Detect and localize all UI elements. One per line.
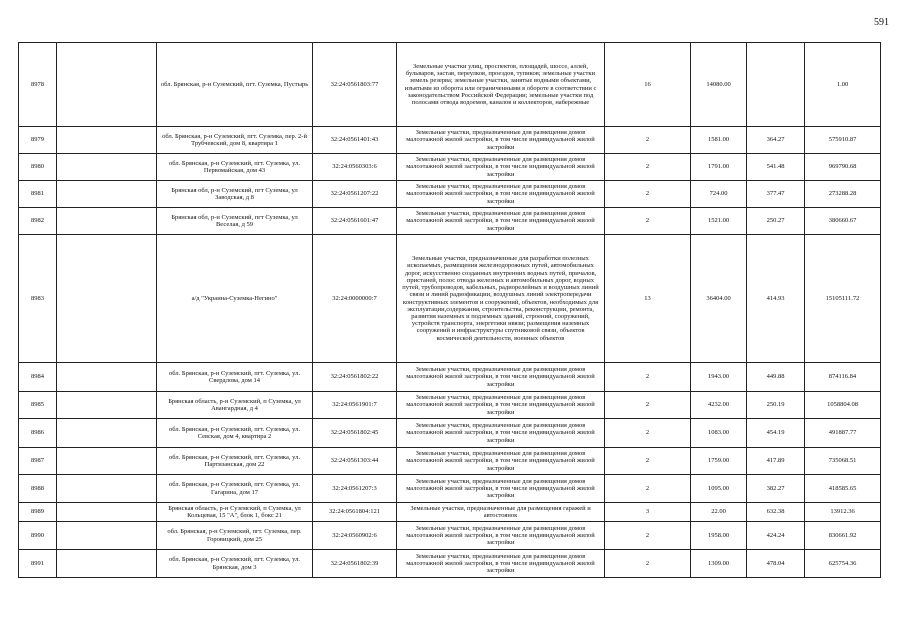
category-cell: 2 xyxy=(605,419,691,448)
cadastral-number-cell: 32:24:0561802:22 xyxy=(313,363,397,392)
address-cell: обл. Брянская, р-н Суземский, пгт. Суземка, пер. 2-й Трубчевский, дом 8, квартира 1 xyxy=(157,127,313,154)
empty-cell xyxy=(57,181,157,208)
table-row xyxy=(19,154,881,181)
cadastral-number-cell: 32:24:0561401:43 xyxy=(313,127,397,154)
row-number: 8988 xyxy=(19,475,57,503)
cadastral-number-cell: 32:24:0561901:7 xyxy=(313,392,397,419)
address-cell: а/д "Украина-Суземка-Негино" xyxy=(157,235,313,363)
land-use-description-cell: Земельные участки, предназначенные для размещения домов малоэтажной жилой застройки, в том числе индивидуальной жилой застройки xyxy=(397,392,605,419)
area-cell: 22.00 xyxy=(691,503,747,522)
category-cell: 3 xyxy=(605,503,691,522)
cadastral-value-cell: 13912.36 xyxy=(805,503,881,522)
land-use-description-cell: Земельные участки, предназначенные для размещения домов малоэтажной жилой застройки, в том числе индивидуальной жилой застройки xyxy=(397,208,605,235)
row-number: 8985 xyxy=(19,392,57,419)
empty-cell xyxy=(57,43,157,127)
land-use-description-cell: Земельные участки, предназначенные для размещения домов малоэтажной жилой застройки, в том числе индивидуальной жилой застройки xyxy=(397,181,605,208)
row-number: 8982 xyxy=(19,208,57,235)
empty-cell xyxy=(57,127,157,154)
category-cell: 2 xyxy=(605,475,691,503)
land-registry-table xyxy=(18,42,881,578)
empty-cell xyxy=(57,419,157,448)
cadastral-number-cell: 32:24:0561802:45 xyxy=(313,419,397,448)
land-use-description-cell: Земельные участки, предназначенные для размещения домов малоэтажной жилой застройки, в том числе индивидуальной жилой застройки xyxy=(397,522,605,550)
empty-cell xyxy=(57,475,157,503)
empty-cell xyxy=(57,392,157,419)
land-use-description-cell: Земельные участки, предназначенные для размещения гаражей и автостоянок xyxy=(397,503,605,522)
price-per-unit-cell: 541.48 xyxy=(747,154,805,181)
row-number: 8989 xyxy=(19,503,57,522)
address-cell: обл. Брянская, р-н Суземский, пгт. Суземка, ул. Свердлова, дом 14 xyxy=(157,363,313,392)
empty-cell xyxy=(57,208,157,235)
table-row xyxy=(19,43,881,127)
land-use-description-cell: Земельные участки, предназначенные для размещения домов малоэтажной жилой застройки, в том числе индивидуальной жилой застройки xyxy=(397,448,605,475)
row-number: 8978 xyxy=(19,43,57,127)
area-cell: 1581.00 xyxy=(691,127,747,154)
cadastral-number-cell: 32:24:0560303:6 xyxy=(313,154,397,181)
category-cell: 2 xyxy=(605,363,691,392)
table-row xyxy=(19,550,881,578)
category-cell: 2 xyxy=(605,208,691,235)
address-cell: Брянская область, р-н Суземский, п Суземка, ул Авангардная, д 4 xyxy=(157,392,313,419)
cadastral-value-cell: 1.00 xyxy=(805,43,881,127)
address-cell: обл. Брянская, р-н Суземский, пгт. Суземка, ул. Севская, дом 4, квартира 2 xyxy=(157,419,313,448)
cadastral-number-cell: 32:24:0561303:44 xyxy=(313,448,397,475)
category-cell: 2 xyxy=(605,522,691,550)
cadastral-value-cell: 830661.92 xyxy=(805,522,881,550)
empty-cell xyxy=(57,550,157,578)
cadastral-value-cell: 969790.68 xyxy=(805,154,881,181)
cadastral-number-cell: 32:24:0561207:22 xyxy=(313,181,397,208)
cadastral-number-cell: 32:24:0560902:6 xyxy=(313,522,397,550)
cadastral-number-cell: 32:24:0561601:47 xyxy=(313,208,397,235)
empty-cell xyxy=(57,522,157,550)
category-cell: 13 xyxy=(605,235,691,363)
category-cell: 2 xyxy=(605,181,691,208)
table-row xyxy=(19,503,881,522)
empty-cell xyxy=(57,154,157,181)
category-cell: 2 xyxy=(605,448,691,475)
category-cell: 16 xyxy=(605,43,691,127)
address-cell: Брянская обл, р-н Суземский, пгт Суземка, ул Заводская, д 8 xyxy=(157,181,313,208)
land-use-description-cell: Земельные участки, предназначенные для размещения домов малоэтажной жилой застройки, в том числе индивидуальной жилой застройки xyxy=(397,154,605,181)
row-number: 8983 xyxy=(19,235,57,363)
cadastral-number-cell: 32:24:0561802:39 xyxy=(313,550,397,578)
row-number: 8991 xyxy=(19,550,57,578)
table-row xyxy=(19,208,881,235)
category-cell: 2 xyxy=(605,550,691,578)
area-cell: 1083.00 xyxy=(691,419,747,448)
land-use-description-cell: Земельные участки, предназначенные для размещения домов малоэтажной жилой застройки, в том числе индивидуальной жилой застройки xyxy=(397,550,605,578)
cadastral-number-cell: 32:24:0561803:77 xyxy=(313,43,397,127)
page-number: 591 xyxy=(874,17,889,28)
table-body xyxy=(19,43,881,578)
area-cell: 1759.00 xyxy=(691,448,747,475)
price-per-unit-cell: 454.19 xyxy=(747,419,805,448)
cadastral-value-cell: 273288.28 xyxy=(805,181,881,208)
row-number: 8980 xyxy=(19,154,57,181)
price-per-unit-cell: 424.24 xyxy=(747,522,805,550)
cadastral-value-cell: 418585.65 xyxy=(805,475,881,503)
address-cell: обл. Брянская, р-н Суземский, пгт. Суземка, ул. Партизанская, дом 22 xyxy=(157,448,313,475)
category-cell: 2 xyxy=(605,154,691,181)
cadastral-value-cell: 735068.51 xyxy=(805,448,881,475)
area-cell: 1095.00 xyxy=(691,475,747,503)
table-row xyxy=(19,522,881,550)
area-cell: 1521.00 xyxy=(691,208,747,235)
land-use-description-cell: Земельные участки, предназначенные для размещения домов малоэтажной жилой застройки, в том числе индивидуальной жилой застройки xyxy=(397,475,605,503)
area-cell: 724.00 xyxy=(691,181,747,208)
area-cell: 4232.00 xyxy=(691,392,747,419)
area-cell: 1309.00 xyxy=(691,550,747,578)
table-row xyxy=(19,235,881,363)
table-row xyxy=(19,448,881,475)
table-row xyxy=(19,127,881,154)
address-cell: обл. Брянская, р-н Суземский, пгт. Суземка, пер. Горовицкий, дом 25 xyxy=(157,522,313,550)
cadastral-number-cell: 32:24:0561804:121 xyxy=(313,503,397,522)
cadastral-value-cell: 15105111.72 xyxy=(805,235,881,363)
empty-cell xyxy=(57,503,157,522)
cadastral-number-cell: 32:24:0561207:3 xyxy=(313,475,397,503)
address-cell: обл. Брянская, р-н Суземский, пгт. Суземка, Пустырь xyxy=(157,43,313,127)
category-cell: 2 xyxy=(605,392,691,419)
table-row xyxy=(19,181,881,208)
address-cell: обл. Брянская, р-н Суземский, пгт. Суземка, ул. Гагарина, дом 17 xyxy=(157,475,313,503)
price-per-unit-cell: 632.38 xyxy=(747,503,805,522)
row-number: 8979 xyxy=(19,127,57,154)
table-row xyxy=(19,392,881,419)
price-per-unit-cell: 364.27 xyxy=(747,127,805,154)
price-per-unit-cell: 449.88 xyxy=(747,363,805,392)
price-per-unit-cell: 414.93 xyxy=(747,235,805,363)
cadastral-value-cell: 625754.36 xyxy=(805,550,881,578)
cadastral-value-cell: 380660.67 xyxy=(805,208,881,235)
area-cell: 36404.00 xyxy=(691,235,747,363)
row-number: 8987 xyxy=(19,448,57,475)
cadastral-value-cell: 491887.77 xyxy=(805,419,881,448)
table-row xyxy=(19,475,881,503)
table-row xyxy=(19,363,881,392)
category-cell: 2 xyxy=(605,127,691,154)
price-per-unit-cell: 417.89 xyxy=(747,448,805,475)
row-number: 8984 xyxy=(19,363,57,392)
land-use-description-cell: Земельные участки, предназначенные для размещения домов малоэтажной жилой застройки, в том числе индивидуальной жилой застройки xyxy=(397,419,605,448)
table-row xyxy=(19,419,881,448)
price-per-unit-cell: 250.19 xyxy=(747,392,805,419)
area-cell: 1791.00 xyxy=(691,154,747,181)
price-per-unit-cell: 382.27 xyxy=(747,475,805,503)
cadastral-value-cell: 1058804.08 xyxy=(805,392,881,419)
area-cell: 1943.00 xyxy=(691,363,747,392)
land-use-description-cell: Земельные участки улиц, проспектов, площадей, шоссе, аллей, бульваров, застав, переулков, проездов, тупиков; земельные участки земель резерва; земельные участки, занятые водными объектами, изъятыми из оборота или ограниченными в обороте в соответствии с законодательством Российской Федерации; земельные участки под полосами отвода водоемов, каналов и коллекторов, набережные xyxy=(397,43,605,127)
price-per-unit-cell: 377.47 xyxy=(747,181,805,208)
address-cell: обл. Брянская, р-н Суземский, пгт. Суземка, ул. Брянская, дом 3 xyxy=(157,550,313,578)
area-cell: 14080.00 xyxy=(691,43,747,127)
price-per-unit-cell: 250.27 xyxy=(747,208,805,235)
cadastral-value-cell: 575910.87 xyxy=(805,127,881,154)
empty-cell xyxy=(57,235,157,363)
row-number: 8981 xyxy=(19,181,57,208)
empty-cell xyxy=(57,448,157,475)
row-number: 8986 xyxy=(19,419,57,448)
empty-cell xyxy=(57,363,157,392)
land-use-description-cell: Земельные участки, предназначенные для размещения домов малоэтажной жилой застройки, в том числе индивидуальной жилой застройки xyxy=(397,363,605,392)
land-use-description-cell: Земельные участки, предназначенные для разработки полезных ископаемых, размещения железнодорожных путей, автомобильных дорог, искусственно созданных внутренних водных путей, причалов, пристаней, полос отвода железных и автомобильных дорог, водных путей, трубопроводов, кабельных, радиорелейных и воздушных линий связи и линий радиофикации, воздушных линий электропередачи конструктивных элементов и сооружений, объектов, необходимых для эксплуатации,содержания, строительства, реконструкции, ремонта, развития наземных и подземных зданий, строений, сооружений, устройств транспорта, энергетики ивязи; размещения наземных сооружений и инфраструктуры спутниковой связи, объектов космической деятельности, военных объектов xyxy=(397,235,605,363)
address-cell: обл. Брянская, р-н Суземский, пгт. Суземка, ул. Первомайская, дом 43 xyxy=(157,154,313,181)
address-cell: Брянская область, р-н Суземский, п Суземка, ул Кольцевая, 15 "А", блок 1, бокс 21 xyxy=(157,503,313,522)
land-use-description-cell: Земельные участки, предназначенные для размещения домов малоэтажной жилой застройки, в том числе индивидуальной жилой застройки xyxy=(397,127,605,154)
price-per-unit-cell: 478.04 xyxy=(747,550,805,578)
area-cell: 1958.00 xyxy=(691,522,747,550)
price-per-unit-cell xyxy=(747,43,805,127)
address-cell: Брянская обл, р-н Суземский, пгт Суземка, ул Веселая, д 59 xyxy=(157,208,313,235)
row-number: 8990 xyxy=(19,522,57,550)
cadastral-value-cell: 874116.84 xyxy=(805,363,881,392)
cadastral-number-cell: 32:24:0000000:7 xyxy=(313,235,397,363)
